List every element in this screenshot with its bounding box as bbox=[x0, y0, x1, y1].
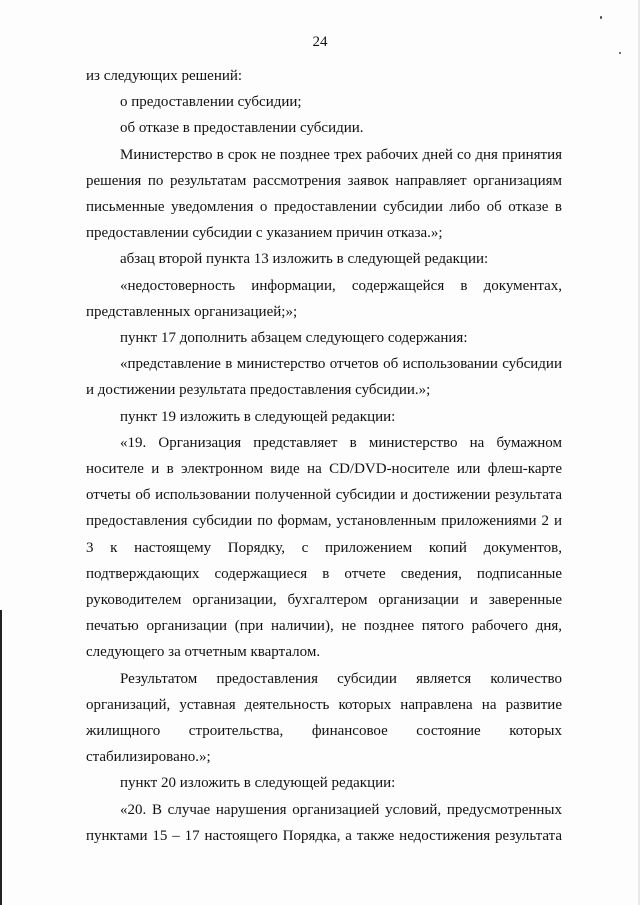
paragraph: «20. В случае нарушения организацией условий, предусмотренных пунктами 15 – 17 настоящего Порядка, а также недостижения результата bbox=[86, 801, 562, 844]
paragraph: о предоставлении субсидии; bbox=[120, 94, 302, 111]
paragraph: пункт 20 изложить в следующей редакции: bbox=[120, 775, 396, 792]
paragraph: абзац второй пункта 13 изложить в следующей редакции: bbox=[120, 251, 489, 268]
paragraph: из следующих решений: bbox=[86, 68, 243, 84]
paragraph: об отказе в предоставлении субсидии. bbox=[120, 120, 364, 137]
page-number: 24 bbox=[312, 34, 328, 50]
paragraph: «недостоверность информации, содержащейся в документах, представленных организацией;»; bbox=[86, 277, 562, 320]
paragraph: «представление в министерство отчетов об использовании субсидии и достижении результата предоставления субсидии.»; bbox=[86, 356, 562, 399]
paragraph: пункт 19 изложить в следующей редакции: bbox=[120, 408, 396, 425]
document-body bbox=[86, 63, 562, 849]
scan-speck bbox=[619, 52, 621, 54]
paragraph: «19. Организация представляет в министерство на бумажном носителе и в электронном виде на CD/DVD-носителе или флеш-карте отчеты об использовании полученной субсидии и достижении результата предоставления субсидии по формам, установленным приложениями 2 и 3 к настоящему Порядку, с приложением копий документов, подтверждающих содержащиеся в отчете сведения, подписанные руководителем организации, бухгалтером организации и заверенные печатью организации (при наличии), не позднее пятого рабочего дня, следующего за отчетным кварталом. bbox=[86, 434, 562, 661]
scan-speck bbox=[600, 16, 602, 19]
scan-edge bbox=[0, 610, 2, 905]
paragraph: Результатом предоставления субсидии является количество организаций, уставная деятельность которых направлена на развитие жилищного строительства, финансовое состояние которых стабилизировано.»; bbox=[86, 670, 562, 766]
paragraph: пункт 17 дополнить абзацем следующего содержания: bbox=[120, 330, 468, 347]
paragraph: Министерство в срок не позднее трех рабочих дней со дня принятия решения по результатам рассмотрения заявок направляет организациям письменные уведомления о предоставлении субсидии либо об отказе в предоставлении субсидии с указанием причин отказа.»; bbox=[86, 146, 562, 242]
